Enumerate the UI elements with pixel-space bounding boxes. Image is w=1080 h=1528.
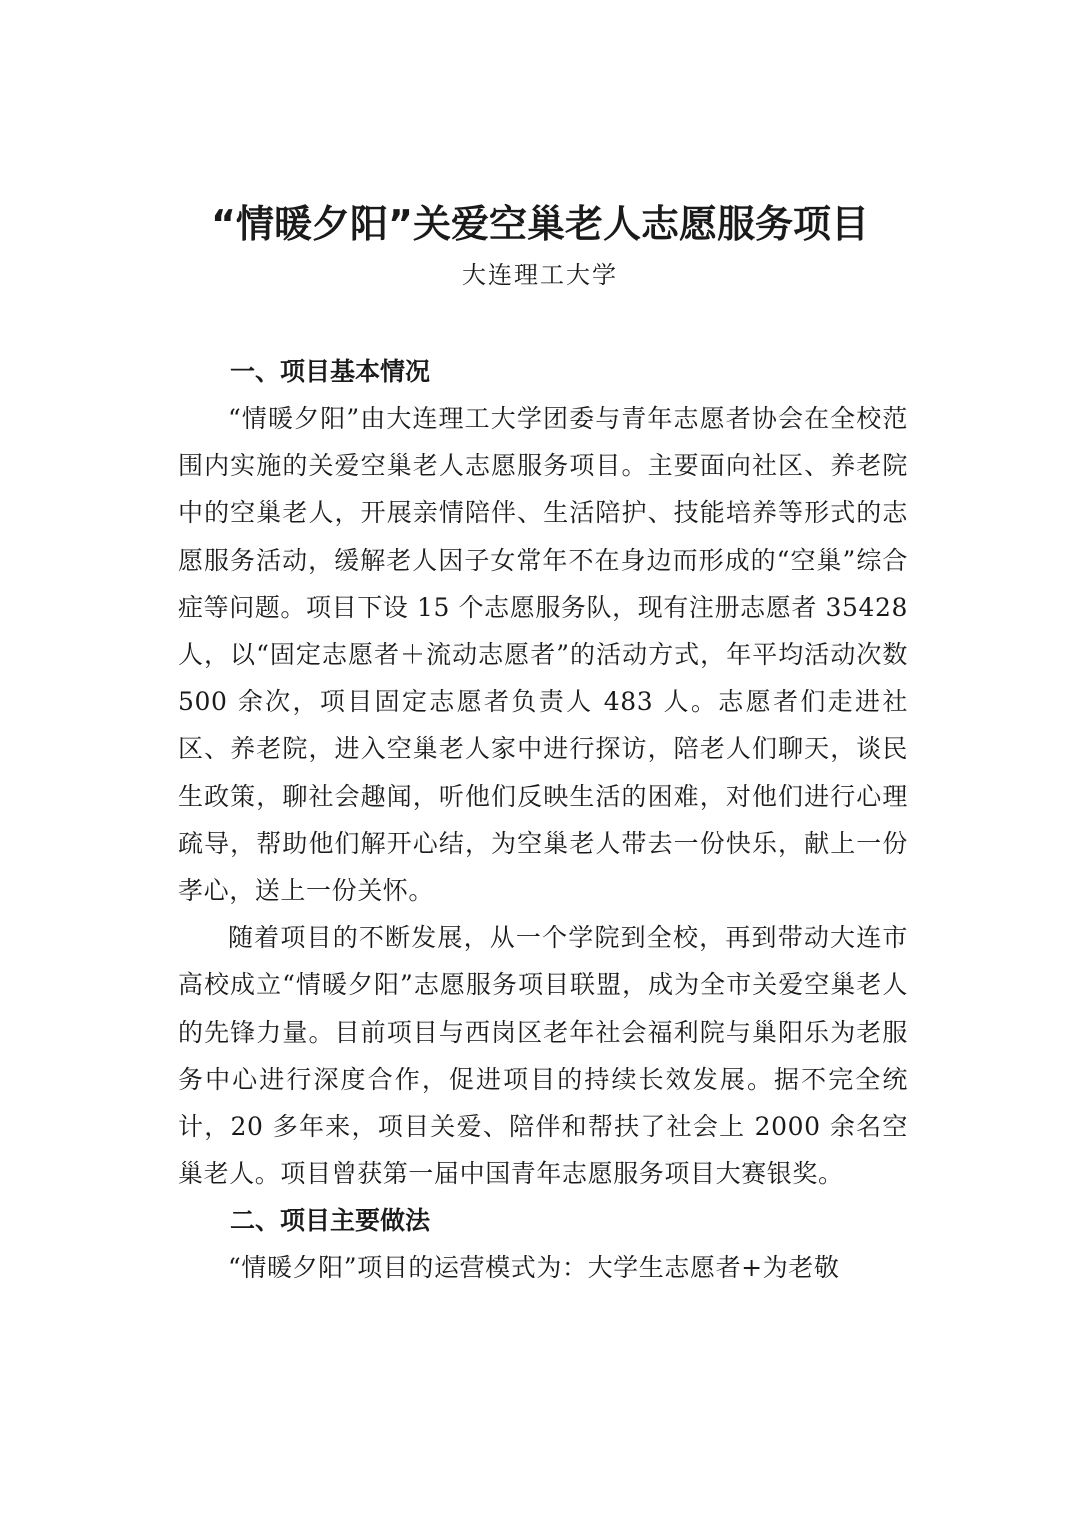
document-body (178, 348, 908, 1292)
paragraph: “情暖夕阳”由大连理工大学团委与青年志愿者协会在全校范围内实施的关爱空巢老人志愿服务项目。主要面向社区、养老院中的空巢老人，开展亲情陪伴、生活陪护、技能培养等形式的志愿服务活动，缓解老人因子女常年不在身边而形成的“空巢”综合症等问题。项目下设 15 个志愿服务队，现有注册志愿者 35428 人，以“固定志愿者＋流动志愿者”的活动方式，年平均活动次数 500 余次，项目固定志愿者负责人 483 人。志愿者们走进社区、养老院，进入空巢老人家中进行探访，陪老人们聊天，谈民生政策，聊社会趣闻，听他们反映生活的困难，对他们进行心理疏导，帮助他们解开心结，为空巢老人带去一份快乐，献上一份孝心，送上一份关怀。 (178, 404, 908, 906)
paragraph: “情暖夕阳”项目的运营模式为：大学生志愿者+为老敬 (228, 1253, 840, 1283)
section-heading-main-approach: 二、项目主要做法 (230, 1206, 431, 1236)
document-title: “情暖夕阳”关爱空巢老人志愿服务项目 (211, 202, 869, 246)
paragraph: 随着项目的不断发展，从一个学院到全校，再到带动大连市高校成立“情暖夕阳”志愿服务项目联盟，成为全市关爱空巢老人的先锋力量。目前项目与西岗区老年社会福利院与巢阳乐为老服务中心进行深度合作，促进项目的持续长效发展。据不完全统计，20 多年来，项目关爱、陪伴和帮扶了社会上 2000 余名空巢老人。项目曾获第一届中国青年志愿服务项目大赛银奖。 (178, 923, 908, 1189)
document-subtitle: 大连理工大学 (462, 261, 618, 289)
section-heading-basic-info: 一、项目基本情况 (230, 357, 431, 386)
